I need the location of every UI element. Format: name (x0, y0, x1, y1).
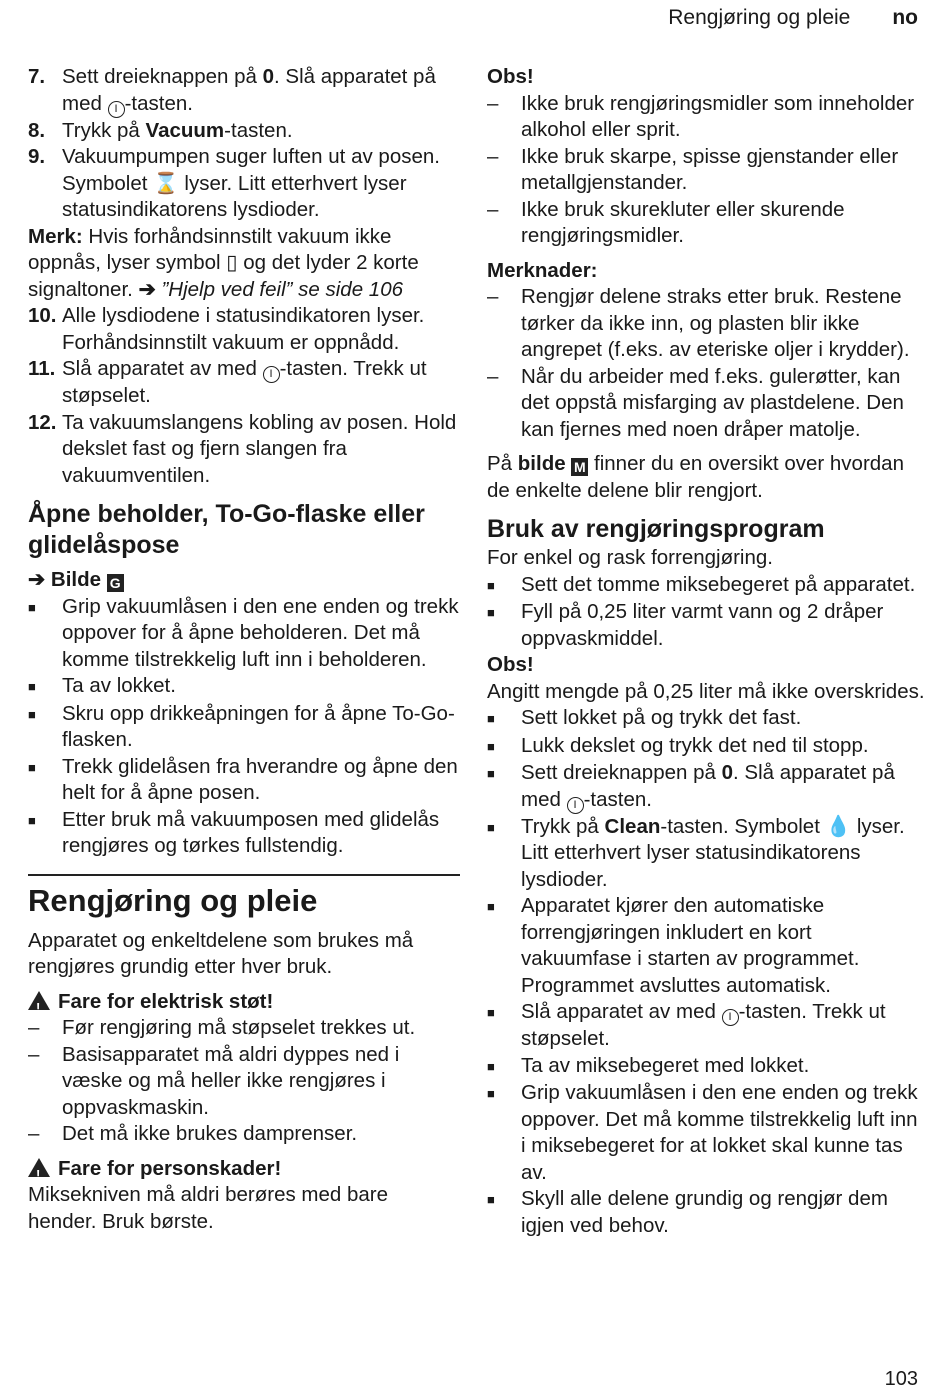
vacuum-key-label: Vacuum (145, 118, 225, 142)
bag-symbol-icon: ▯ (226, 251, 238, 274)
dash-marker: – (487, 197, 499, 221)
obs2-label: Obs! (487, 653, 534, 676)
dash-marker: – (487, 144, 499, 168)
list-item-text: Skru opp drikkeåpningen for å åpne To-Go-flasken. (62, 701, 455, 751)
vacuum-symbol-icon: ⌛ (153, 171, 179, 195)
electric-warning-title (28, 989, 460, 1016)
program-step-item (487, 1186, 927, 1239)
electric-warning-list (28, 1015, 460, 1148)
step-text: Vakuumpumpen suger luften ut av posen. Symbolet (62, 145, 440, 195)
figure-reference (28, 567, 460, 594)
step-text: -tasten. (124, 91, 193, 115)
bullet-icon: ■ (28, 679, 36, 694)
bullet-icon: ■ (487, 1086, 495, 1101)
dash-marker: – (487, 364, 499, 388)
dash-marker: – (28, 1122, 40, 1145)
step-number: 11. (28, 357, 56, 380)
warning-title-text: Fare for elektrisk støt! (58, 989, 274, 1013)
open-step-item (28, 701, 460, 754)
page-reference-link[interactable]: ”Hjelp ved feil” se side 106 (155, 277, 404, 301)
overview-bold: bilde (517, 452, 566, 475)
step-text: Trykk på (62, 118, 146, 142)
list-item-text: Sett det tomme miksebegeret på apparatet. (521, 572, 916, 596)
step-number: 12. (28, 410, 57, 434)
overview-text (487, 451, 927, 504)
key-label: Clean (604, 814, 661, 838)
dash-marker: – (28, 1042, 40, 1066)
left-column (28, 64, 460, 1235)
list-item-text: Skyll alle delene grundig og rengjør dem igjen ved behov. (521, 1187, 888, 1237)
step-text: Ta vakuumslangens kobling av posen. Hold dekslet fast og fjern slangen fra vakuumventilen. (62, 410, 457, 487)
cleaning-title: Rengjøring og pleie (28, 882, 318, 918)
list-item-part: Slå apparatet av med (521, 1000, 722, 1023)
bullet-icon: ■ (487, 738, 495, 754)
list-item-part: Sett dreieknappen på (521, 761, 722, 784)
step-10 (28, 303, 460, 356)
bullet-icon: ■ (28, 812, 36, 828)
obs2-text: Angitt mengde på 0,25 liter må ikke overskrides. (487, 679, 925, 703)
list-item-text: Ikke bruk skurekluter eller skurende rengjøringsmidler. (521, 197, 845, 247)
bullet-icon: ■ (28, 759, 36, 775)
step-8 (28, 118, 460, 145)
program-step-item (487, 893, 927, 999)
merk-note (28, 224, 460, 304)
open-container-heading: Åpne beholder, To-Go-flaske eller glidelåspose (28, 500, 425, 559)
program-steps-b (487, 705, 927, 1239)
bullet-icon: ■ (487, 819, 495, 835)
step-number: 10. (28, 304, 57, 327)
dash-marker: – (487, 91, 499, 115)
open-step-item (28, 594, 460, 674)
step-text: Sett dreieknappen på (62, 65, 263, 88)
list-item-text: Etter bruk må vakuumposen med glidelås rengjøres og tørkes fullstendig. (62, 807, 440, 857)
list-item-text: Apparatet kjører den automatiske forrengjøringen inkludert en kort vakuumfase i starten av programmet. Programmet avsluttes automatisk. (521, 894, 860, 997)
bullet-icon: ■ (487, 899, 495, 914)
note-item (487, 364, 927, 444)
list-item-text (521, 814, 927, 894)
step-number: 8. (28, 118, 46, 142)
list-item-part: lyser. Litt etterhvert lyser statusindikatorens lysdioder. (521, 814, 905, 891)
injury-warning-text: Miksekniven må aldri berøres med bare hender. Bruk børste. (28, 1183, 389, 1233)
warning-item (28, 1121, 460, 1148)
header-language: no (892, 6, 918, 29)
step-12 (28, 410, 460, 490)
merk-label: Merk: (28, 224, 83, 248)
bullet-icon: ■ (487, 1005, 495, 1020)
program-step-item (487, 1053, 927, 1081)
list-item-text (521, 999, 927, 1053)
warning-triangle-icon (28, 1158, 50, 1177)
list-item-part: -tasten. Symbolet (660, 814, 826, 838)
power-icon: I (263, 366, 280, 383)
step-bold: 0 (262, 65, 275, 88)
list-item-text: Sett lokket på og trykk det fast. (521, 706, 802, 729)
program-intro: For enkel og rask forrengjøring. (487, 546, 773, 569)
overview-part: På (487, 452, 518, 475)
bullet-icon: ■ (487, 766, 495, 781)
list-item-text: Grip vakuumlåsen i den ene enden og trekk oppover for å åpne beholderen. Det må komme tilstrekkelig luft inn i beholderen. (62, 594, 459, 671)
program-heading: Bruk av rengjøringsprogram (487, 515, 825, 543)
warning-item (28, 1042, 460, 1122)
clean-symbol-icon: 💧 (825, 814, 852, 838)
list-item-part: Trykk på (521, 814, 605, 838)
page-header (668, 6, 918, 30)
warning-item (28, 1015, 460, 1042)
list-item-text: Før rengjøring må støpselet trekkes ut. (62, 1016, 416, 1039)
program-steps-a (487, 572, 927, 653)
figure-letter-badge: G (107, 574, 124, 592)
program-step-item (487, 705, 927, 733)
list-item-text: Lukk dekslet og trykk det ned til stopp. (521, 733, 869, 757)
notes-label: Merknader: (487, 258, 598, 282)
obs-item (487, 144, 927, 197)
step-number: 9. (28, 145, 46, 168)
step-11 (28, 356, 460, 410)
list-item-text: Når du arbeider med f.eks. gulerøtter, kan det oppstå misfarging av plastdelene. Den kan fjernes med noen dråper matolje. (521, 364, 904, 441)
figure-letter-badge: M (571, 458, 588, 476)
merk-text: Hvis forhåndsinnstilt vakuum ikke oppnås, lyser symbol (28, 224, 392, 274)
power-icon: I (108, 101, 125, 118)
figure-label: Bilde (50, 568, 102, 591)
step-text: -tasten. Trekk ut støpselet. (62, 357, 427, 407)
list-item-text: Det må ikke brukes damprenser. (62, 1122, 358, 1145)
bullet-icon: ■ (28, 599, 36, 615)
dash-marker: – (487, 285, 499, 308)
obs-label: Obs! (487, 65, 534, 88)
program-step-item (487, 1080, 927, 1186)
obs-item (487, 197, 927, 250)
dash-marker: – (28, 1016, 40, 1039)
list-item-text: Fyll på 0,25 liter varmt vann og 2 dråper oppvaskmiddel. (521, 600, 884, 650)
step-9 (28, 144, 460, 224)
list-item-text: Rengjør delene straks etter bruk. Restene tørker da ikke inn, og plasten blir ikke angrepet (f.eks. av eteriske oljer i krydder). (521, 285, 910, 361)
program-step-item (487, 599, 927, 652)
list-item-text: Grip vakuumlåsen i den ene enden og trekk oppover. Det må komme tilstrekkelig luft inn i miksebegeret for at lokket skal kunne tas av. (521, 1081, 918, 1184)
page-number: 103 (884, 1368, 918, 1390)
list-item-text: Trekk glidelåsen fra hverandre og åpne den helt for å åpne posen. (62, 754, 458, 804)
open-steps-list (28, 594, 460, 860)
program-step-item (487, 814, 927, 894)
list-item-text (521, 760, 927, 814)
bullet-icon: ■ (28, 706, 36, 722)
obs-item (487, 91, 927, 144)
bullet-icon: ■ (487, 711, 495, 726)
list-item-text: Ta av miksebegeret med lokket. (521, 1053, 810, 1077)
warning-title-text: Fare for personskader! (58, 1156, 282, 1180)
open-step-item (28, 754, 460, 807)
open-step-item (28, 673, 460, 701)
step-text: lyser. Litt etterhvert lyser statusindikatorens lysdioder. (62, 171, 407, 221)
step-7 (28, 64, 460, 118)
overview-part: finner du en oversikt over hvordan de enkelte delene blir rengjort. (487, 452, 904, 502)
right-column (487, 64, 927, 1239)
power-icon: I (567, 797, 584, 814)
injury-warning-title (28, 1156, 460, 1183)
program-step-item (487, 572, 927, 600)
list-item-text: Basisapparatet må aldri dyppes ned i væske og må heller ikke rengjøres i oppvaskmaskin. (62, 1042, 400, 1119)
step-number: 7. (28, 65, 46, 88)
bullet-icon: ■ (487, 1192, 495, 1207)
list-item-text: Ta av lokket. (62, 674, 176, 697)
bullet-icon: ■ (487, 605, 495, 620)
bullet-icon: ■ (487, 1058, 495, 1074)
notes-list (487, 284, 927, 443)
obs-list (487, 91, 927, 250)
list-item-part: -tasten. Trekk ut støpselet. (521, 1000, 886, 1050)
merk-text: og det lyder 2 korte signaltoner. (28, 251, 419, 301)
program-step-item (487, 733, 927, 761)
section-divider (28, 874, 460, 876)
step-text: . Slå apparatet på med (62, 65, 436, 115)
cleaning-intro: Apparatet og enkeltdelene som brukes må rengjøres grundig etter hver bruk. (28, 928, 414, 978)
warning-triangle-icon (28, 991, 50, 1010)
program-step-item (487, 999, 927, 1053)
step-text: Alle lysdiodene i statusindikatoren lyser. Forhåndsinnstilt vakuum er oppnådd. (62, 304, 425, 354)
power-icon: I (722, 1009, 739, 1026)
header-section: Rengjøring og pleie (668, 6, 851, 29)
step-text: -tasten. (224, 118, 293, 142)
list-item-part: . Slå apparatet på med (521, 761, 895, 811)
list-item-part: -tasten. (583, 787, 652, 811)
open-step-item (28, 807, 460, 860)
bullet-icon: ■ (487, 577, 495, 593)
key-label: 0 (721, 761, 734, 784)
note-item (487, 284, 927, 364)
step-text: Slå apparatet av med (62, 357, 263, 380)
arrow-icon: ➔ (138, 277, 156, 301)
list-item-text: Ikke bruk rengjøringsmidler som inneholder alkohol eller sprit. (521, 91, 915, 141)
program-step-item (487, 760, 927, 814)
arrow-icon: ➔ (28, 568, 46, 591)
list-item-text: Ikke bruk skarpe, spisse gjenstander eller metallgjenstander. (521, 144, 899, 194)
